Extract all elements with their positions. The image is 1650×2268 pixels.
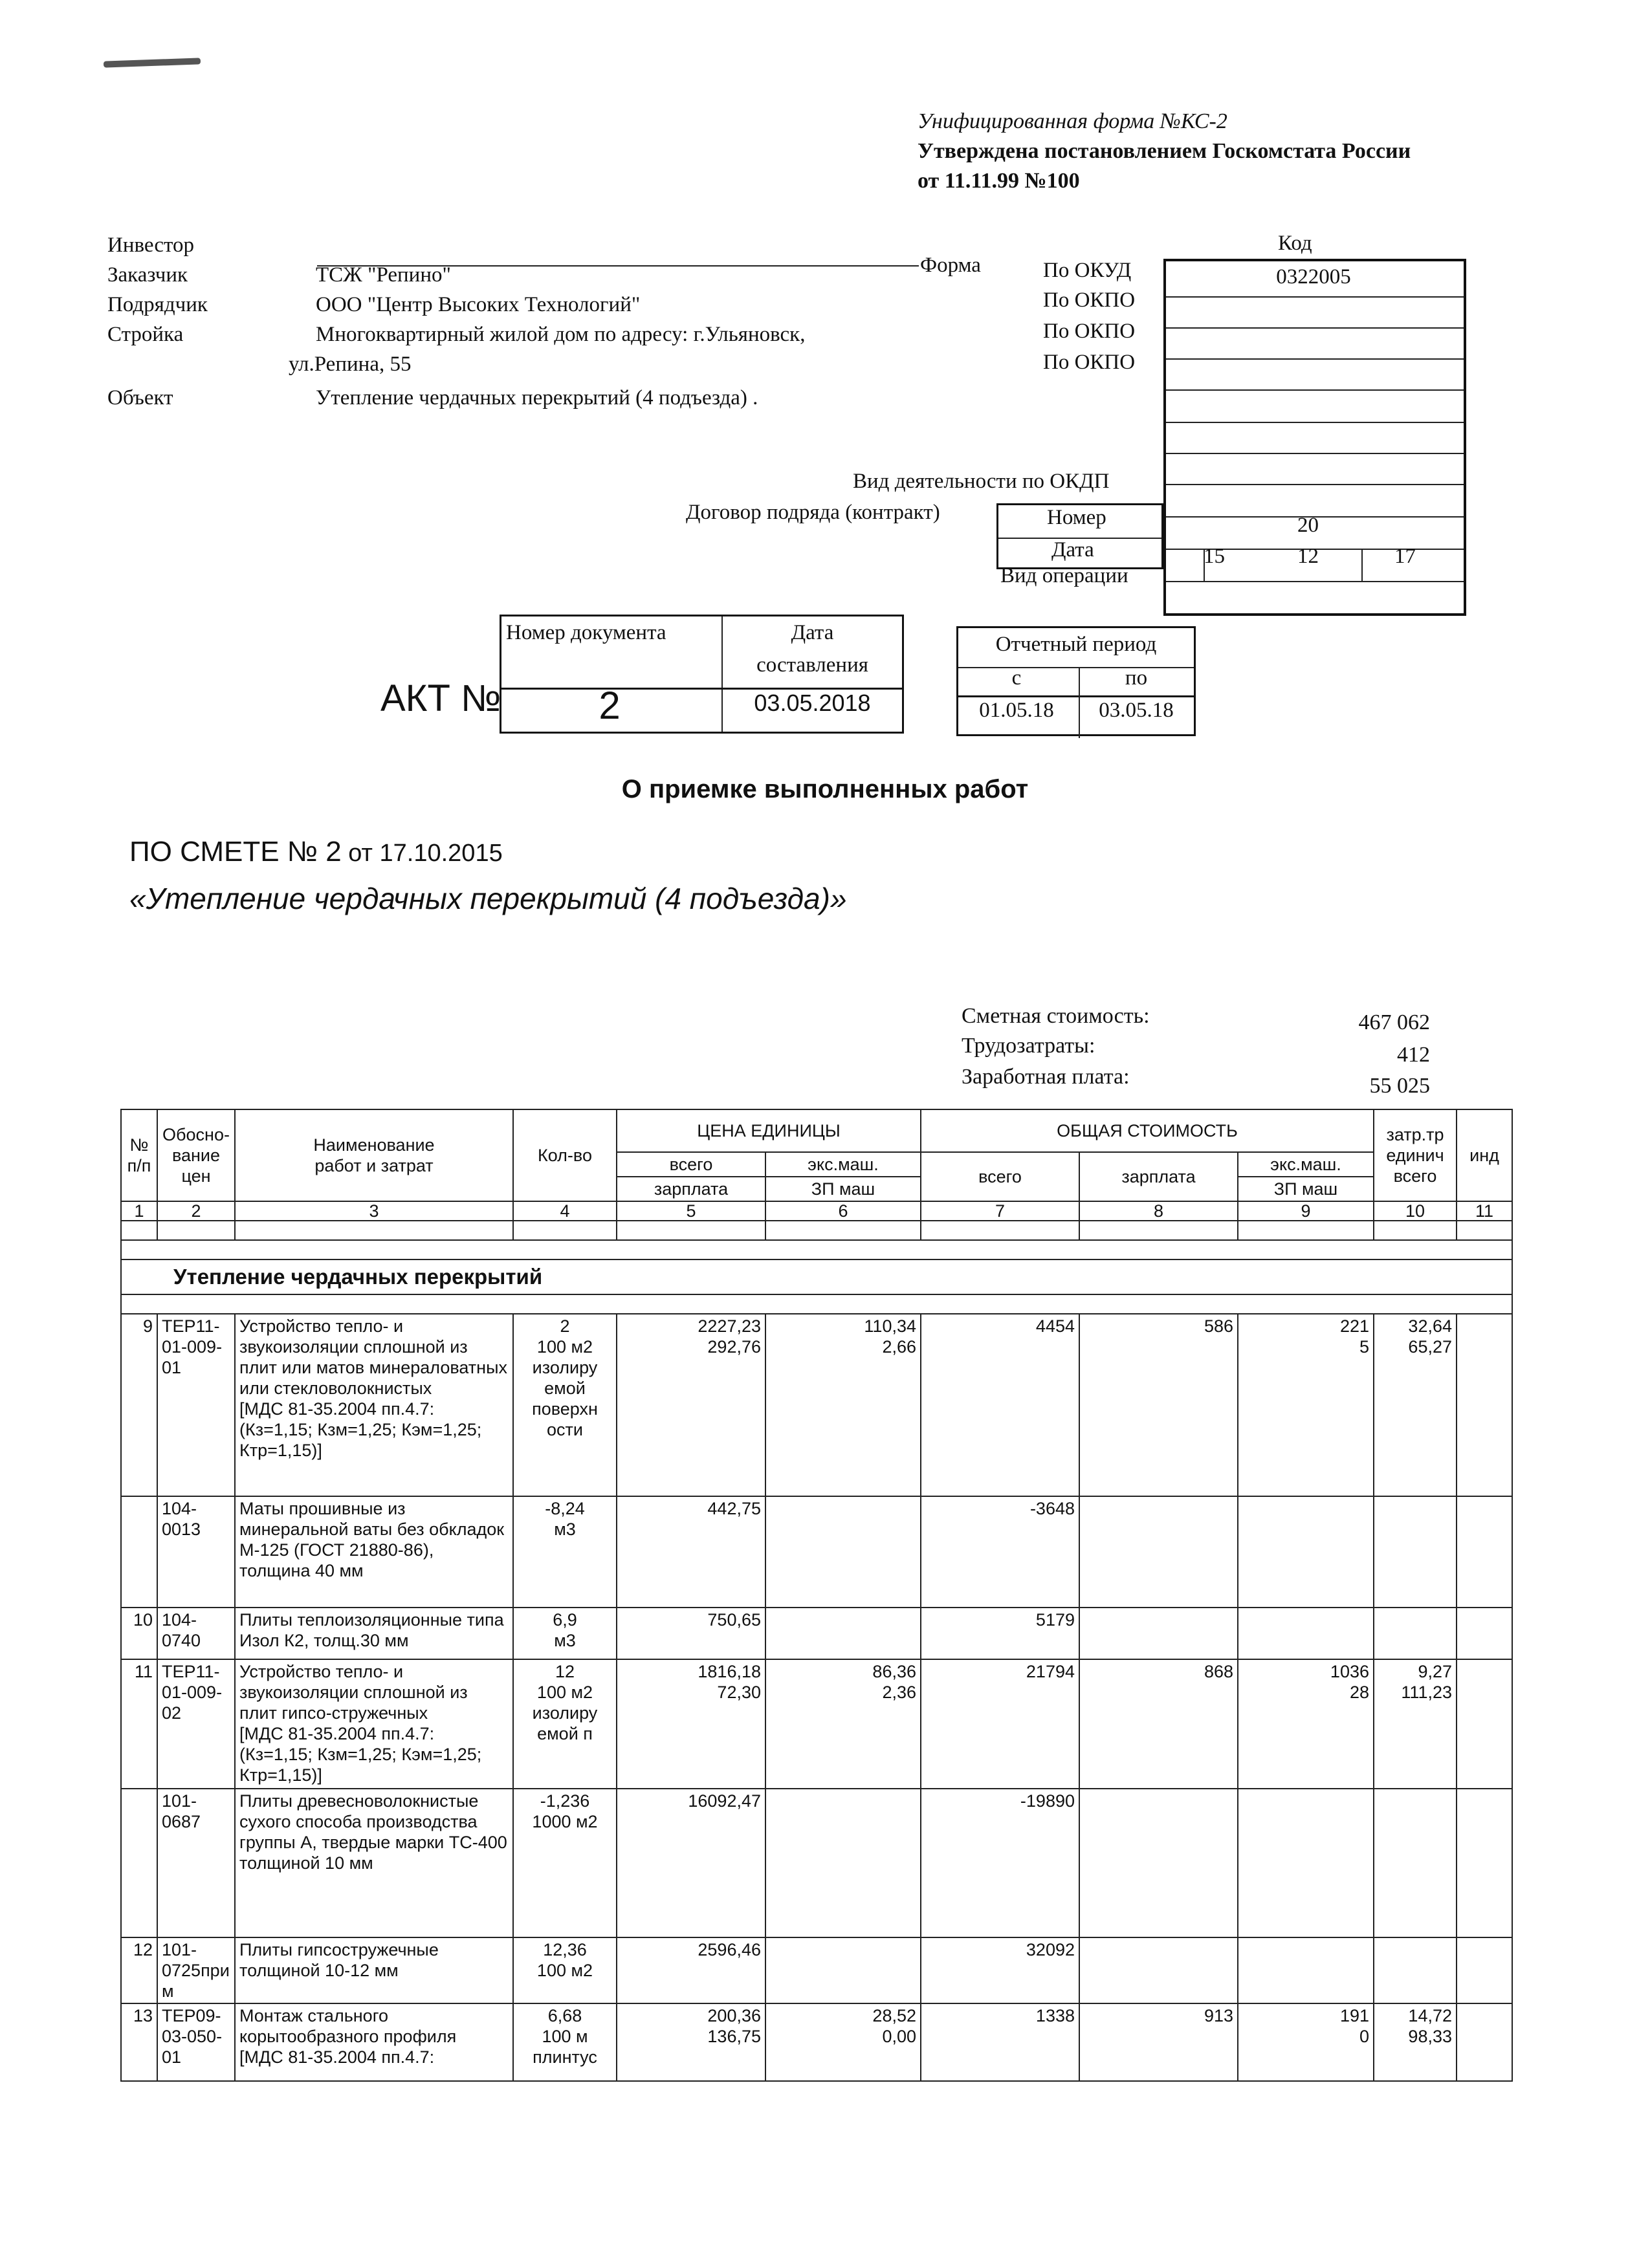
estimate-reference [129, 836, 503, 868]
labor-cell: 32,64 65,27 [1374, 1314, 1457, 1496]
estimate-name: «Утепление чердачных перекрытий (4 подъезда)» [129, 882, 847, 915]
customer-value: ТСЖ "Репино" [316, 263, 451, 287]
contract-date-year: 17 [1394, 545, 1416, 568]
col-unit-price-header: ЦЕНА ЕДИНИЦЫ [617, 1109, 921, 1152]
cost-label: Сметная стоимость: [962, 1004, 1150, 1028]
col-price-machine-wage-header: ЗП маш [765, 1177, 921, 1201]
doc-number-value: 2 [599, 684, 621, 727]
okpo-label-2: По ОКПО [1043, 320, 1136, 343]
row-number-cell: 13 [121, 2003, 157, 2081]
basis-cell: 104- 0740 [157, 1608, 235, 1659]
ind-cell [1457, 1608, 1512, 1659]
col-number: 7 [921, 1201, 1079, 1221]
document-title: О приемке выполненных работ [621, 775, 1029, 803]
unit-price-total-cell: 2596,46 [617, 1937, 765, 2003]
col-number: 3 [235, 1201, 513, 1221]
total-wage-cell: 913 [1079, 2003, 1238, 2081]
period-to-label: по [1125, 666, 1148, 690]
basis-cell: ТЕР11- 01-009- 02 [157, 1659, 235, 1789]
unit-price-machine-cell: 28,52 0,00 [765, 2003, 921, 2081]
table-row [121, 2003, 1512, 2081]
table-header-row [121, 1109, 1512, 1152]
work-name-cell: Плиты гипсостружечные толщиной 10-12 мм [235, 1937, 513, 2003]
period-from-label: с [1011, 666, 1022, 690]
doc-date-value: 03.05.2018 [754, 690, 871, 716]
labor-cell [1374, 1789, 1457, 1937]
col-number: 8 [1079, 1201, 1238, 1221]
basis-cell: ТЕР09- 03-050- 01 [157, 2003, 235, 2081]
col-qty-header: Кол-во [513, 1109, 617, 1201]
total-cost-cell: 1338 [921, 2003, 1079, 2081]
work-name-cell: Маты прошивные из минеральной ваты без обкладок М-125 (ГОСТ 21880-86), толщина 40 мм [235, 1496, 513, 1608]
col-price-machine-header: экс.маш. [765, 1152, 921, 1177]
contract-date-label: Дата [1051, 538, 1094, 562]
col-sum-machine-wage-header: ЗП маш [1238, 1177, 1374, 1201]
okud-value: 0322005 [1276, 265, 1351, 289]
col-total-cost-header: ОБЩАЯ СТОИМОСТЬ [921, 1109, 1374, 1152]
row-number-cell: 9 [121, 1314, 157, 1496]
unit-price-machine-cell [765, 1608, 921, 1659]
unit-price-machine-cell [765, 1789, 921, 1937]
labor-cell: 9,27 111,23 [1374, 1659, 1457, 1789]
ind-cell [1457, 1659, 1512, 1789]
object-value: Утепление чердачных перекрытий (4 подъезда) . [316, 386, 758, 409]
col-labor-header: затр.тр единич всего [1374, 1109, 1457, 1201]
quantity-cell: 12 100 м2 изолиру емой п [513, 1659, 617, 1789]
labor-cell: 14,72 98,33 [1374, 2003, 1457, 2081]
work-name-cell: Устройство тепло- и звукоизоляции сплошной из плит гипсо-стружечных [МДС 81-35.2004 пп.4.7: (Кз=1,15; Кзм=1,25; Кэм=1,25; Ктр=1,15)] [235, 1659, 513, 1789]
form-header [918, 107, 1526, 196]
col-number: 4 [513, 1201, 617, 1221]
work-name-cell: Устройство тепло- и звукоизоляции сплошной из плит или матов минераловатных или стекловолокнистых [МДС 81-35.2004 пп.4.7: (Кз=1,15; Кзм=1,25; Кэм=1,25; Ктр=1,15)] [235, 1314, 513, 1496]
spacer-row [121, 1221, 1512, 1240]
total-wage-cell [1079, 1789, 1238, 1937]
ind-cell [1457, 1314, 1512, 1496]
total-cost-cell: 21794 [921, 1659, 1079, 1789]
cost-value: 467 062 [1358, 1010, 1430, 1034]
total-machine-cell [1238, 1789, 1374, 1937]
work-name-cell: Плиты древесноволокнистые сухого способа производства группы А, твердые марки ТС-400 толщиной 10 мм [235, 1789, 513, 1937]
col-sum-wage-header: зарплата [1079, 1152, 1238, 1201]
table-row [121, 1789, 1512, 1937]
ind-cell [1457, 1937, 1512, 2003]
labor-cell [1374, 1496, 1457, 1608]
okpo-label-3: По ОКПО [1043, 351, 1136, 374]
site-value-line1: Многоквартирный жилой дом по адресу: г.Ульяновск, [316, 323, 806, 346]
ind-cell [1457, 1496, 1512, 1608]
basis-cell: 101- 0687 [157, 1789, 235, 1937]
contract-date-day: 15 [1204, 545, 1225, 568]
contract-date-month: 12 [1297, 545, 1319, 568]
doc-date-header-1: Дата [791, 621, 834, 644]
total-wage-cell [1079, 1608, 1238, 1659]
object-label: Объект [107, 386, 173, 409]
total-machine-cell: 1036 28 [1238, 1659, 1374, 1789]
contract-number-value: 20 [1297, 514, 1319, 537]
contractor-value: ООО "Центр Высоких Технологий" [316, 293, 641, 316]
unit-price-total-cell: 200,36 136,75 [617, 2003, 765, 2081]
labor-cell [1374, 1608, 1457, 1659]
form-approval-date: от 11.11.99 №100 [918, 169, 1080, 193]
col-sum-machine-header: экс.маш. [1238, 1152, 1374, 1177]
contractor-label: Подрядчик [107, 293, 208, 316]
col-number: 10 [1374, 1201, 1457, 1221]
col-number: 5 [617, 1201, 765, 1221]
total-wage-cell [1079, 1937, 1238, 2003]
forma-label: Форма [920, 254, 981, 277]
doc-number-header: Номер документа [506, 621, 666, 644]
ind-cell [1457, 1789, 1512, 1937]
spacer-row [121, 1240, 1512, 1259]
basis-cell: 101- 0725при м [157, 1937, 235, 2003]
form-code-line: Унифицированная форма №КС-2 [918, 109, 1227, 133]
quantity-cell: 12,36 100 м2 [513, 1937, 617, 2003]
table-row [121, 1608, 1512, 1659]
unit-price-total-cell: 442,75 [617, 1496, 765, 1608]
table-row [121, 1659, 1512, 1789]
col-number: 1 [121, 1201, 157, 1221]
column-number-row [121, 1201, 1512, 1221]
staple-mark [104, 58, 201, 67]
unit-price-machine-cell [765, 1496, 921, 1608]
total-wage-cell [1079, 1496, 1238, 1608]
quantity-cell: -8,24 м3 [513, 1496, 617, 1608]
col-name-header: Наименование работ и затрат [235, 1109, 513, 1201]
total-machine-cell: 221 5 [1238, 1314, 1374, 1496]
estimate-ref-prefix: ПО СМЕТЕ № 2 [129, 836, 342, 867]
estimate-ref-date: от 17.10.2015 [341, 840, 503, 867]
quantity-cell: 6,9 м3 [513, 1608, 617, 1659]
work-name-cell: Плиты теплоизоляционные типа Изол К2, толщ.30 мм [235, 1608, 513, 1659]
total-cost-cell: -19890 [921, 1789, 1079, 1937]
spacer-row [121, 1294, 1512, 1314]
col-number: 2 [157, 1201, 235, 1221]
quantity-cell: -1,236 1000 м2 [513, 1789, 617, 1937]
investor-label: Инвестор [107, 234, 194, 257]
doc-date-header-2: составления [756, 653, 868, 677]
wage-value: 55 025 [1369, 1074, 1430, 1098]
col-sum-total-header: всего [921, 1152, 1079, 1201]
total-cost-cell: 4454 [921, 1314, 1079, 1496]
col-price-wage-header: зарплата [617, 1177, 765, 1201]
customer-label: Заказчик [107, 263, 188, 287]
unit-price-total-cell: 750,65 [617, 1608, 765, 1659]
col-number: 11 [1457, 1201, 1512, 1221]
total-cost-cell: -3648 [921, 1496, 1079, 1608]
unit-price-machine-cell: 86,36 2,36 [765, 1659, 921, 1789]
total-cost-cell: 32092 [921, 1937, 1079, 2003]
total-wage-cell: 586 [1079, 1314, 1238, 1496]
period-header: Отчетный период [995, 633, 1157, 656]
total-machine-cell [1238, 1608, 1374, 1659]
okpo-label-1: По ОКПО [1043, 289, 1136, 312]
form-approval-line: Утверждена постановлением Госкомстата России [918, 139, 1411, 163]
table-row [121, 1496, 1512, 1608]
operation-label: Вид операции [1000, 564, 1128, 587]
contract-number-label: Номер [1047, 506, 1106, 529]
site-label: Стройка [107, 323, 184, 346]
labor-value: 412 [1397, 1043, 1430, 1067]
total-machine-cell [1238, 1496, 1374, 1608]
investor-underline [317, 265, 919, 267]
table-row [121, 1937, 1512, 2003]
total-machine-cell: 191 0 [1238, 2003, 1374, 2081]
table-row [121, 1314, 1512, 1496]
row-number-cell: 11 [121, 1659, 157, 1789]
wage-label: Заработная плата: [962, 1065, 1130, 1089]
total-wage-cell: 868 [1079, 1659, 1238, 1789]
unit-price-machine-cell: 110,34 2,66 [765, 1314, 921, 1496]
act-label: АКТ № [380, 677, 501, 719]
col-no-header: № п/п [121, 1109, 157, 1201]
works-table [120, 1109, 1513, 2082]
unit-price-total-cell: 2227,23 292,76 [617, 1314, 765, 1496]
unit-price-machine-cell [765, 1937, 921, 2003]
okud-label: По ОКУД [1043, 259, 1132, 282]
section-row [121, 1259, 1512, 1294]
section-title: Утепление чердачных перекрытий [121, 1259, 1512, 1294]
row-number-cell: 10 [121, 1608, 157, 1659]
col-number: 9 [1238, 1201, 1374, 1221]
unit-price-total-cell: 16092,47 [617, 1789, 765, 1937]
total-machine-cell [1238, 1937, 1374, 2003]
okdp-label: Вид деятельности по ОКДП [853, 470, 1110, 493]
ind-cell [1457, 2003, 1512, 2081]
unit-price-total-cell: 1816,18 72,30 [617, 1659, 765, 1789]
basis-cell: ТЕР11- 01-009- 01 [157, 1314, 235, 1496]
col-number: 6 [765, 1201, 921, 1221]
col-ind-header: инд [1457, 1109, 1512, 1201]
total-cost-cell: 5179 [921, 1608, 1079, 1659]
contract-label: Договор подряда (контракт) [686, 501, 940, 524]
period-from-value: 01.05.18 [979, 699, 1054, 722]
quantity-cell: 6,68 100 м плинтус [513, 2003, 617, 2081]
quantity-cell: 2 100 м2 изолиру емой поверхн ости [513, 1314, 617, 1496]
labor-cell [1374, 1937, 1457, 2003]
period-to-value: 03.05.18 [1099, 699, 1174, 722]
row-number-cell [121, 1496, 157, 1608]
site-value-line2: ул.Репина, 55 [289, 353, 412, 376]
col-basis-header: Обосно- вание цен [157, 1109, 235, 1201]
row-number-cell [121, 1789, 157, 1937]
basis-cell: 104- 0013 [157, 1496, 235, 1608]
col-price-total-header: всего [617, 1152, 765, 1177]
labor-label: Трудозатраты: [962, 1034, 1095, 1058]
work-name-cell: Монтаж стального корытообразного профиля [МДС 81-35.2004 пп.4.7: [235, 2003, 513, 2081]
row-number-cell: 12 [121, 1937, 157, 2003]
code-title: Код [1278, 232, 1312, 255]
